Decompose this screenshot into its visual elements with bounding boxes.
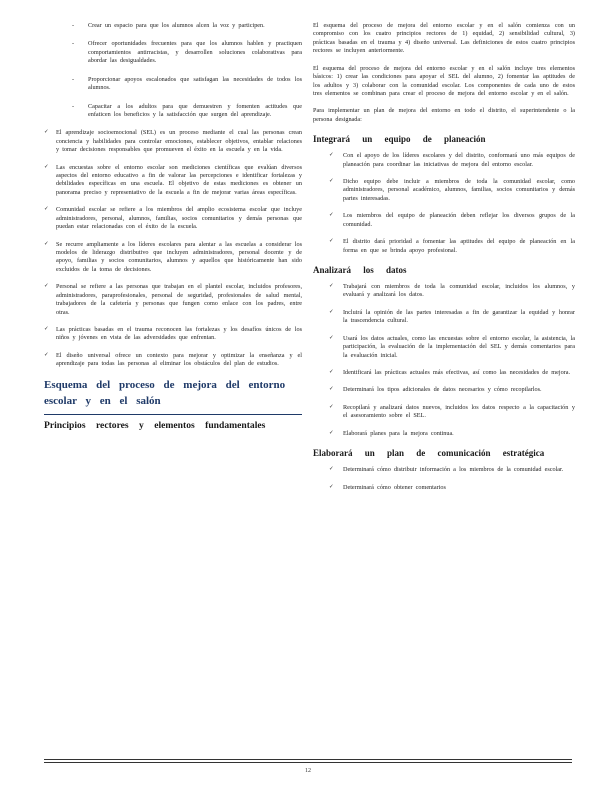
list-item: ✓ Dicho equipo debe incluir a miembros de toda la comunidad escolar, como administradores, personal académico, alumnos, familias, socios comunitarios y demás partes interesadas. xyxy=(329,178,575,202)
bullet-marker-icon: ✓ xyxy=(44,240,49,247)
bullet-marker-icon: ✓ xyxy=(329,308,334,315)
definition-item: ✓ Se recurre ampliamente a los líderes escolares para alentar a las escuelas a considerar los modelos de liderazgo distributivo que incluyen administradores, personal docente y de apoyo, familias y socios comunitarios, alumnos y aquellos que históricamente han sido excluidos de la toma de decisiones. xyxy=(44,240,302,273)
planning-team-list xyxy=(329,152,575,255)
list-item: ✓ Determinará los tipos adicionales de datos necesarios y cómo recopilarlos. xyxy=(329,386,542,394)
dash-list xyxy=(72,22,302,119)
definition-item: ✓ Las prácticas basadas en el trauma reconocen las fortalezas y los desafíos únicos de los niños y jóvenes en vista de las adversidades que enfrentan. xyxy=(44,325,302,342)
list-item: ✓ El distrito dará prioridad a fomentar las aptitudes del equipo de planeación en la forma en que se brinda apoyo profesional. xyxy=(329,238,575,254)
bullet-marker-icon: ✓ xyxy=(44,129,49,136)
bullet-marker-icon: ✓ xyxy=(329,368,334,375)
dash-item: - Ofrecer oportunidades frecuentes para que los alumnos hablen y practiquen comportamientos antirracistas, y desarrollen soluciones colaborativas para abordar las desigualdades. xyxy=(72,40,302,65)
section-subtitle: Principios rectores y elementos fundamentales xyxy=(44,419,266,431)
right-column xyxy=(313,22,575,501)
list-item: ✓ Determinará cómo distribuir información a los miembros de la comunidad escolar. xyxy=(329,466,564,474)
definition-item: ✓ El diseño universal ofrece un contexto para mejorar y optimizar la enseñanza y el aprendizaje para todas las personas al eliminar los obstáculos del plan de estudios. xyxy=(44,351,302,368)
bullet-marker-icon: ✓ xyxy=(44,325,49,332)
definition-item: ✓ Las encuestas sobre el entorno escolar son mediciones científicas que evalúan diversos aspectos del entorno educativo a fin de valorar las percepciones e identificar fortalezas y debilidades específicas en una escuela. El objetivo de estas mediciones es obtener un panorama preciso y representativo de la escuela a fin de mejorar varias áreas específicas. xyxy=(44,163,302,196)
bullet-marker-icon: ✓ xyxy=(329,238,334,245)
bullet-marker-icon: ✓ xyxy=(329,152,334,159)
page-number: 12 xyxy=(305,768,311,774)
bullet-marker-icon: ✓ xyxy=(329,466,334,473)
dash-item: - Crear un espacio para que los alumnos alcen la voz y participen. xyxy=(72,22,302,30)
body-paragraph: Para implementar un plan de mejora del entorno en todo el distrito, el superintendente o la persona designada: xyxy=(313,107,575,123)
definition-item: ✓ Comunidad escolar se refiere a los miembros del amplio ecosistema escolar que incluye administradores, personal, alumnos, familias, socios comunitarios y demás personas que puedan estar relacionadas con el éxito de la escuela. xyxy=(44,206,302,231)
bullet-marker-icon: ✓ xyxy=(329,386,334,393)
bullet-marker-icon: ✓ xyxy=(329,283,334,290)
section-title: Esquema del proceso de mejora del entorno escolar y en el salón xyxy=(44,378,302,415)
data-analysis-list xyxy=(329,283,575,438)
dash-item: - Capacitar a los adultos para que demuestren y fomenten actitudes que enfaticen los beneficios y la satisfacción que surgen del aprendizaje. xyxy=(72,103,302,120)
body-paragraph: El esquema del proceso de mejora del entorno escolar y en el salón comienza con un compromiso con los cuatro principios rectores de 1) equidad, 2) sensibilidad cultural, 3) prácticas basadas en el trauma y 4) diseño universal. Las definiciones de estos cuatro principios rectores se incluyen anteriormente. xyxy=(313,22,575,55)
list-item: ✓ Determinará cómo obtener comentarios xyxy=(329,483,446,491)
section-heading: Elaborará un plan de comunicación estratégica xyxy=(313,448,545,459)
communication-plan-list xyxy=(329,466,575,492)
definition-item: ✓ El aprendizaje socioemocional (SEL) es un proceso mediante el cual las personas crean conciencia y habilidades para controlar emociones, establecer objetivos, entablar relaciones y tomar decisiones responsables que promueven el éxito en la escuela y en la vida. xyxy=(44,129,302,154)
left-column xyxy=(44,22,302,432)
list-item: ✓ Usará los datos actuales, como las encuestas sobre el entorno escolar, la asistencia, la participación, la evaluación de la implementación del SEL y demás comentarios para la evaluación inicial. xyxy=(329,334,575,359)
definition-list xyxy=(44,129,302,368)
bullet-marker-icon: ✓ xyxy=(329,403,334,410)
bullet-marker-icon: ✓ xyxy=(44,283,49,290)
section-heading: Integrará un equipo de planeación xyxy=(313,134,486,145)
bullet-marker-icon: ✓ xyxy=(44,163,49,170)
bullet-marker-icon: ✓ xyxy=(44,206,49,213)
bullet-marker-icon: ✓ xyxy=(329,212,334,219)
definition-item: ✓ Personal se refiere a las personas que trabajan en el plantel escolar, incluidos profesores, administradores, paraprofesionales, personal de seguridad, profesionales de salud mental, trabajadores de la cafetería y personas que fungen como enlace con los padres, entre otras. xyxy=(44,283,302,316)
body-paragraph: El esquema del proceso de mejora del entorno escolar y en el salón incluye tres elementos básicos: 1) crear las condiciones para apoyar el SEL del alumno, 2) fomentar las aptitudes de los adultos y 3) colaborar con la comunidad escolar. Los componentes de cada uno de estos tres elementos se combinan para crear el proceso de mejora del entorno escolar y en el salón. xyxy=(313,64,575,97)
footer-rule-thin xyxy=(44,762,572,763)
list-item: ✓ Elaborará planes para la mejora continua. xyxy=(329,429,454,437)
section-heading: Analizará los datos xyxy=(313,265,407,276)
bullet-marker-icon: ✓ xyxy=(329,483,334,490)
bullet-marker-icon: ✓ xyxy=(329,429,334,436)
list-item: ✓ Identificará las prácticas actuales más efectivas, así como las necesidades de mejora. xyxy=(329,368,571,376)
list-item: ✓ Recopilará y analizará datos nuevos, incluidos los datos respecto a la capacitación y el asesoramiento sobre el SEL. xyxy=(329,403,575,420)
list-item: ✓ Trabajará con miembros de toda la comunidad escolar, incluidos los alumnos, y evaluará y analizará los datos. xyxy=(329,283,575,299)
bullet-marker-icon: ✓ xyxy=(329,334,334,341)
list-item: ✓ Con el apoyo de los líderes escolares y del distrito, conformará uno más equipos de planeación para coordinar las iniciativas de mejora del entorno escolar. xyxy=(329,152,575,168)
bullet-marker-icon: ✓ xyxy=(44,351,49,358)
list-item: ✓ Incluirá la opinión de las partes interesadas a fin de garantizar la equidad y honrar la trascendencia cultural. xyxy=(329,308,575,325)
dash-item: - Proporcionar apoyos escalonados que satisfagan las necesidades de todos los alumnos. xyxy=(72,76,302,93)
footer-rule xyxy=(44,759,572,760)
list-item: ✓ Los miembros del equipo de planeación deben reflejar los diversos grupos de la comunidad. xyxy=(329,212,575,228)
bullet-marker-icon: ✓ xyxy=(329,178,334,185)
